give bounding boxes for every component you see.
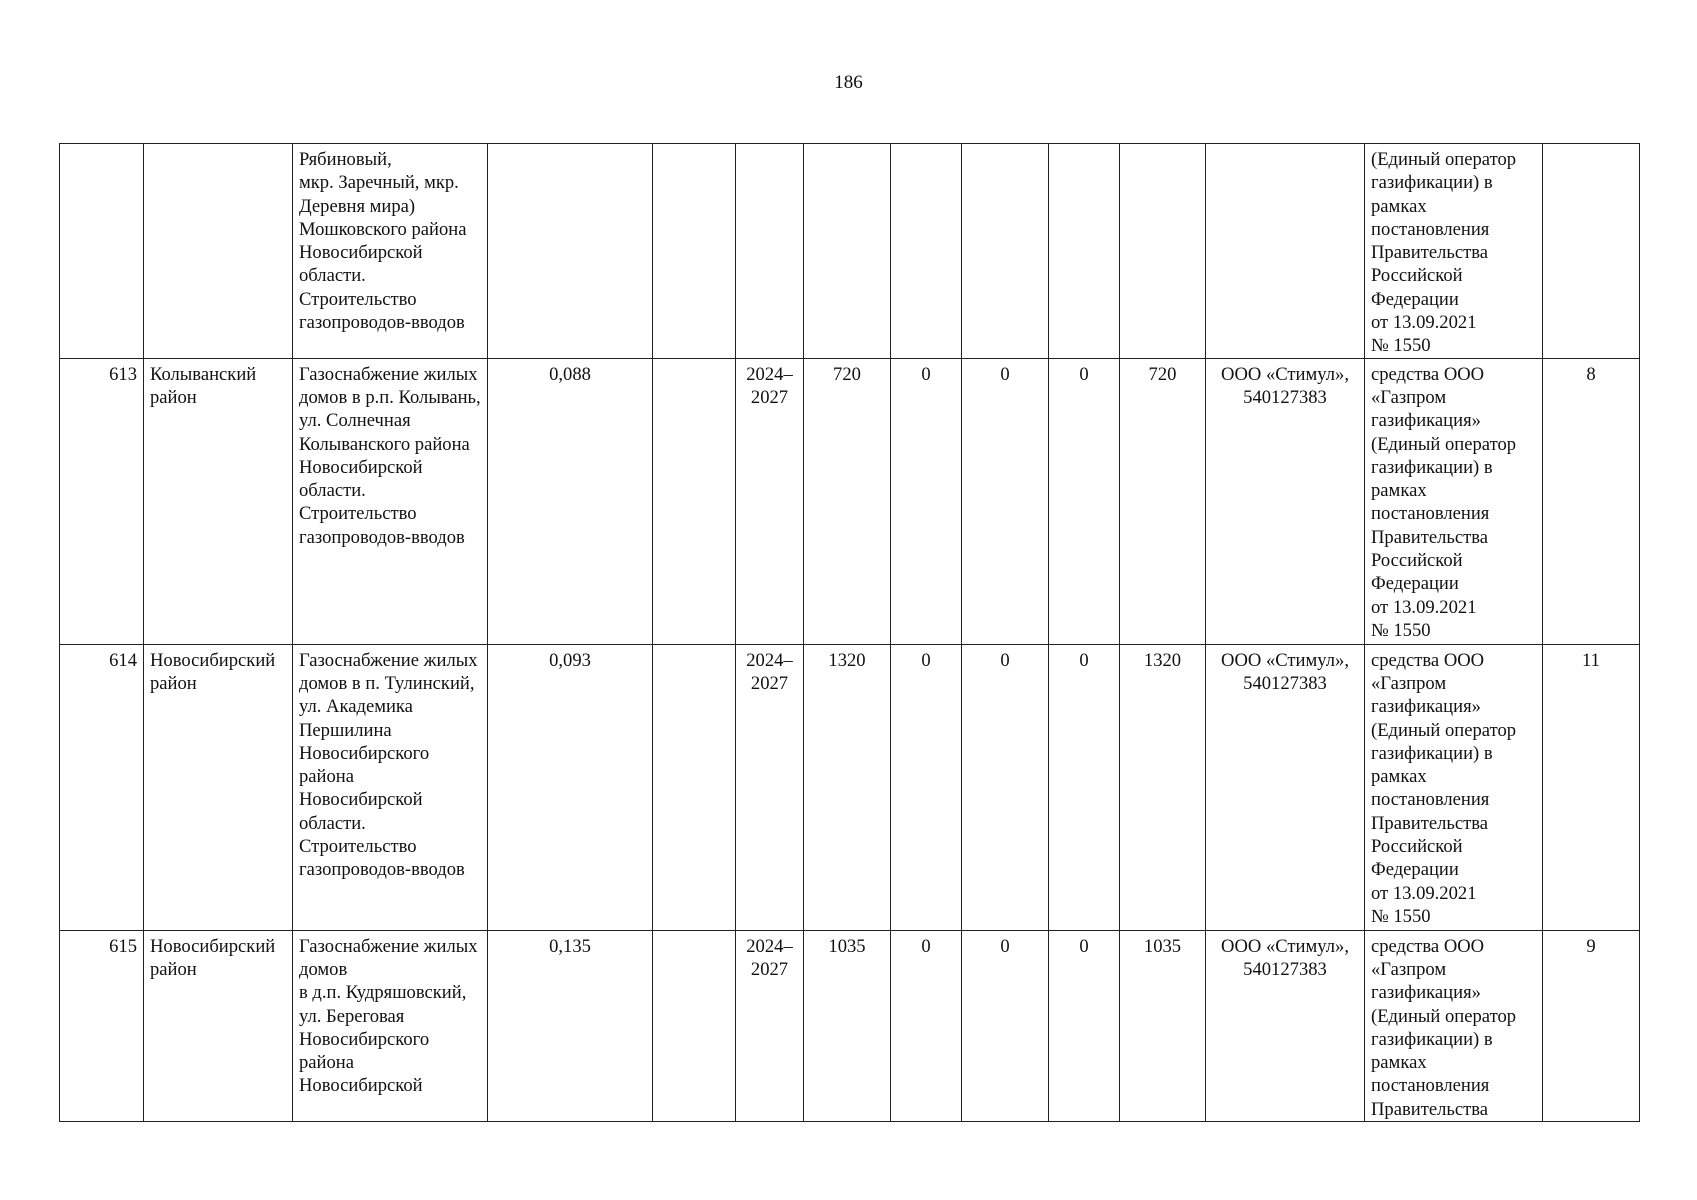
cell-district: Новосибирский район — [144, 930, 293, 1121]
cell-value-3: 0 — [1049, 644, 1120, 930]
cell-empty — [653, 930, 736, 1121]
cell-executor: ООО «Стимул», 540127383 — [1206, 930, 1365, 1121]
cell-object-name: Газоснабжение жилых домов в р.п. Колывань, ул. Солнечная Колыванского района Новосибирской области. Строительство газопроводов-вводов — [293, 358, 488, 644]
cell-empty — [653, 144, 736, 359]
cell-total: 1035 — [804, 930, 891, 1121]
table-body — [60, 144, 1640, 1122]
table-row — [60, 644, 1640, 930]
cell-funding-source: средства ООО «Газпром газификация» (Единый оператор газификации) в рамках постановления Правительства — [1365, 930, 1543, 1121]
cell-value-2: 0 — [962, 644, 1049, 930]
cell-value-1: 0 — [891, 644, 962, 930]
cell-length: 0,093 — [488, 644, 653, 930]
cell-count: 8 — [1543, 358, 1640, 644]
cell-empty — [653, 358, 736, 644]
cell-row-number: 615 — [60, 930, 144, 1121]
cell-row-number: 614 — [60, 644, 144, 930]
cell-district: Колыванский район — [144, 358, 293, 644]
cell-value-2: 0 — [962, 930, 1049, 1121]
cell-value-2 — [962, 144, 1049, 359]
cell-object-name: Газоснабжение жилых домов в п. Тулинский, ул. Академика Першилина Новосибирского района Новосибирской области. Строительство газопроводов-вводов — [293, 644, 488, 930]
cell-empty — [653, 644, 736, 930]
cell-count — [1543, 144, 1640, 359]
cell-executor: ООО «Стимул», 540127383 — [1206, 644, 1365, 930]
cell-value-1 — [891, 144, 962, 359]
cell-object-name: Рябиновый, мкр. Заречный, мкр. Деревня мира) Мошковского района Новосибирской области. Строительство газопроводов-вводов — [293, 144, 488, 359]
cell-total: 1320 — [804, 644, 891, 930]
cell-count: 9 — [1543, 930, 1640, 1121]
cell-district: Новосибирский район — [144, 644, 293, 930]
table-row — [60, 358, 1640, 644]
table-row — [60, 144, 1640, 359]
cell-object-name: Газоснабжение жилых домов в д.п. Кудряшовский, ул. Береговая Новосибирского района Новосибирской — [293, 930, 488, 1121]
cell-row-number — [60, 144, 144, 359]
cell-total: 720 — [804, 358, 891, 644]
cell-funding-source: средства ООО «Газпром газификация» (Единый оператор газификации) в рамках постановления Правительства Российской Федерации от 13.09.2021 № 1550 — [1365, 358, 1543, 644]
cell-funding-source: (Единый оператор газификации) в рамках постановления Правительства Российской Федерации от 13.09.2021 № 1550 — [1365, 144, 1543, 359]
cell-period — [736, 144, 804, 359]
cell-value-2: 0 — [962, 358, 1049, 644]
cell-length: 0,088 — [488, 358, 653, 644]
cell-executor — [1206, 144, 1365, 359]
cell-row-number: 613 — [60, 358, 144, 644]
cell-value-1: 0 — [891, 930, 962, 1121]
cell-value-4: 1320 — [1120, 644, 1206, 930]
cell-period: 2024– 2027 — [736, 930, 804, 1121]
cell-value-3: 0 — [1049, 358, 1120, 644]
cell-value-4: 720 — [1120, 358, 1206, 644]
cell-period: 2024– 2027 — [736, 358, 804, 644]
cell-value-4: 1035 — [1120, 930, 1206, 1121]
cell-length: 0,135 — [488, 930, 653, 1121]
cell-value-3 — [1049, 144, 1120, 359]
table-row — [60, 930, 1640, 1121]
cell-district — [144, 144, 293, 359]
cell-value-4 — [1120, 144, 1206, 359]
cell-funding-source: средства ООО «Газпром газификация» (Единый оператор газификации) в рамках постановления Правительства Российской Федерации от 13.09.2021 № 1550 — [1365, 644, 1543, 930]
cell-period: 2024– 2027 — [736, 644, 804, 930]
gasification-table — [59, 143, 1640, 1122]
cell-value-1: 0 — [891, 358, 962, 644]
cell-value-3: 0 — [1049, 930, 1120, 1121]
cell-total — [804, 144, 891, 359]
cell-executor: ООО «Стимул», 540127383 — [1206, 358, 1365, 644]
cell-length — [488, 144, 653, 359]
cell-count: 11 — [1543, 644, 1640, 930]
page-number: 186 — [834, 72, 863, 93]
